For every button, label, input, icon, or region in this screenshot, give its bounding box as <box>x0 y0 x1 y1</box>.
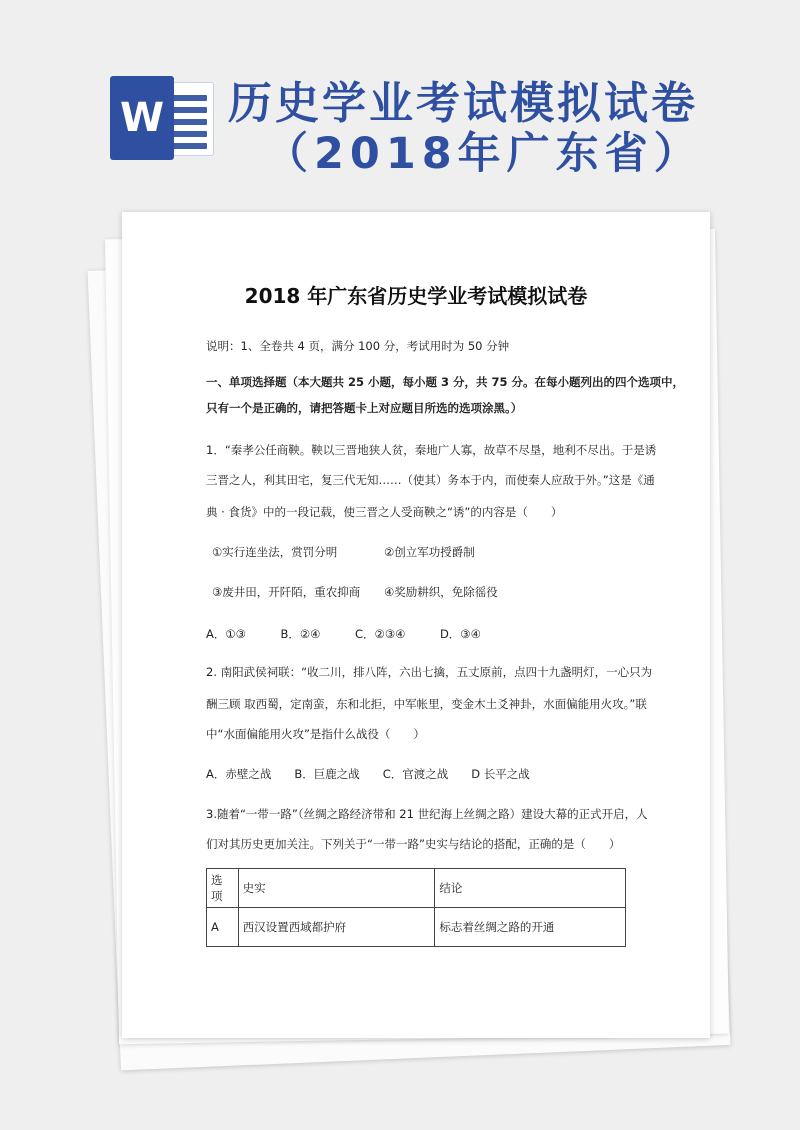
question1-line1: 1．“秦孝公任商鞅。鞅以三晋地狭人贫，秦地广人寡，故草不尽垦，地利不尽出。于是诱 <box>206 443 657 457</box>
document-title: 2018 年广东省历史学业考试模拟试卷 <box>244 284 588 308</box>
question3-line1: 3.随着“一带一路”（丝绸之路经济带和 21 世纪海上丝绸之路）建设大幕的正式开启，人 <box>206 807 648 821</box>
table-header-cell: 选项 <box>207 869 239 908</box>
word-document-icon <box>110 76 212 160</box>
section1-instruction-line1: 一、单项选择题（本大题共 25 小题，每小题 3 分，共 75 分。在每小题列出的四个选项中， <box>206 375 685 389</box>
answer-table <box>206 868 626 947</box>
word-icon-letter: W <box>110 76 174 160</box>
question1-item1: ①实行连坐法，赏罚分明 <box>212 545 338 559</box>
question1-choices: A．①③ B．②④ C．②③④ D．③④ <box>206 627 481 641</box>
banner <box>0 0 800 200</box>
question1-line3: 典 · 食货》中的一段记载，使三晋之人受商鞅之“诱”的内容是（ ） <box>206 505 563 519</box>
table-cell: 西汉设置西域都护府 <box>238 908 435 947</box>
table-cell: A <box>207 908 239 947</box>
section1-instruction-line2: 只有一个是正确的，请把答题卡上对应题目所选的选项涂黑。） <box>206 401 523 415</box>
question1-line2: 三晋之人，利其田宅，复三代无知……（使其）务本于内，而使秦人应敌于外。”这是《通 <box>206 473 655 487</box>
document-page <box>122 212 710 1038</box>
question2-line2: 酬三顾 取西蜀，定南蛮，东和北拒，中军帐里，变金木土爻神卦，水面偏能用火攻。”联 <box>206 697 647 711</box>
question2-choices: A．赤壁之战 B．巨鹿之战 C．官渡之战 D 长平之战 <box>206 767 530 781</box>
question3-line2: 们对其历史更加关注。下列关于“一带一路”史实与结论的搭配，正确的是（ ） <box>206 837 621 851</box>
table-header-row <box>207 869 626 908</box>
banner-title: 历史学业考试模拟试卷 <box>228 78 698 129</box>
question1-item4: ④奖励耕织，免除徭役 <box>384 585 498 599</box>
question2-line3: 中“水面偏能用火攻”是指什么战役（ ） <box>206 727 425 741</box>
question1-item3: ③废井田，开阡陌，重农抑商 <box>212 585 361 599</box>
table-row <box>207 908 626 947</box>
question2-line1: 2. 南阳武侯祠联：“收二川，排八阵，六出七擒，五丈原前，点四十九盏明灯，一心只为 <box>206 665 653 679</box>
table-header-cell: 结论 <box>435 869 626 908</box>
question1-item2: ②创立军功授爵制 <box>384 545 475 559</box>
exam-note: 说明：1、全卷共 4 页，满分 100 分，考试用时为 50 分钟 <box>206 339 510 353</box>
table-header-cell: 史实 <box>238 869 435 908</box>
banner-subtitle: （2018年广东省） <box>265 129 703 179</box>
table-cell: 标志着丝绸之路的开通 <box>435 908 626 947</box>
